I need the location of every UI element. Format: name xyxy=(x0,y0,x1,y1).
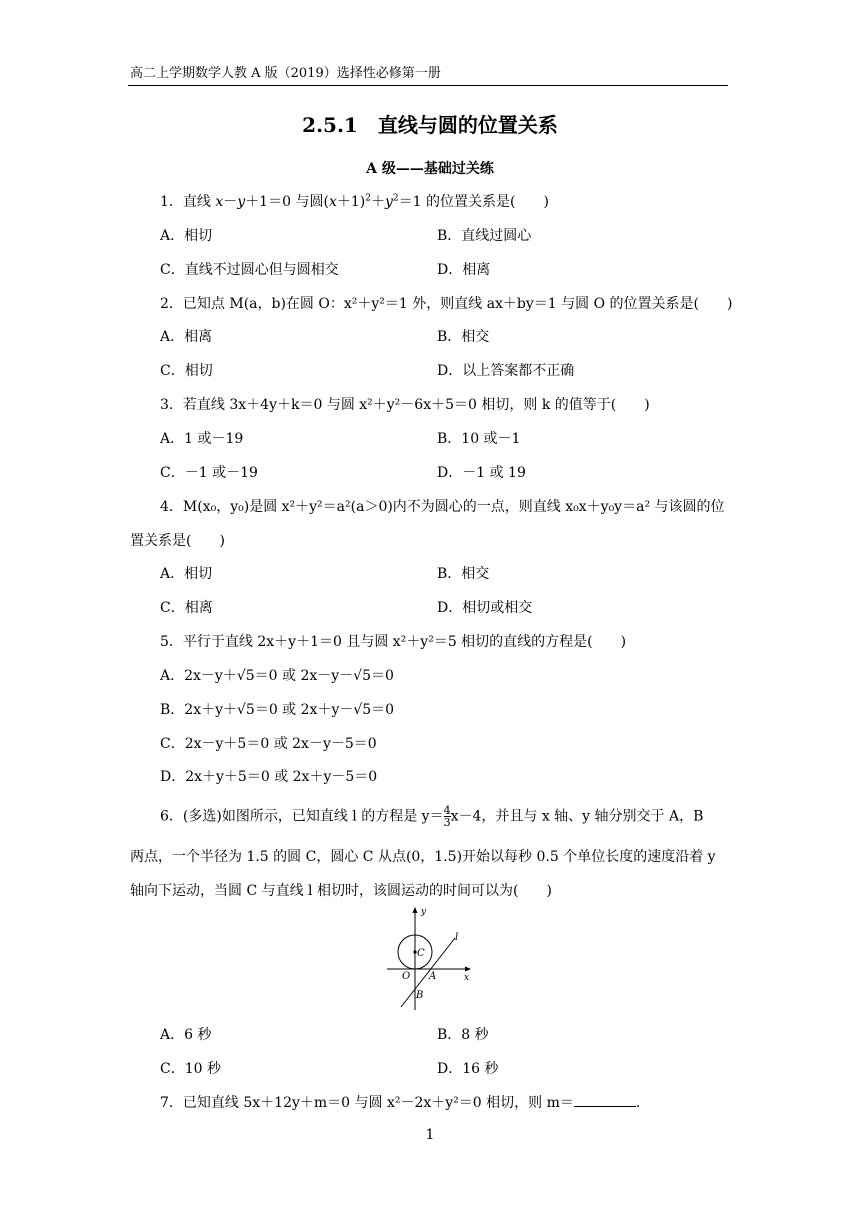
fraction-four-thirds: $\frac{4}{3}$ xyxy=(443,804,451,829)
question-4-option-b[interactable]: B．相交 xyxy=(437,566,490,582)
question-6-option-d[interactable]: D．16 秒 xyxy=(437,1061,499,1077)
question-4-option-c[interactable]: C．相离 xyxy=(160,600,213,616)
question-2-option-c[interactable]: C．相切 xyxy=(160,363,213,379)
question-7-stem: 7．已知直线 5x＋12y＋m＝0 与圆 x²－2x＋y²＝0 相切，则 m＝ ． xyxy=(160,1095,650,1111)
question-6-stem-line1: 6．(多选)如图所示，已知直线 l 的方程是 y＝ $\frac{4}{3}$ x－4，并且与 x 轴、y 轴分别交于 A，B xyxy=(160,804,704,829)
question-1-option-d[interactable]: D．相离 xyxy=(437,262,491,278)
point-b-label: B xyxy=(416,990,424,1001)
x-axis-arrow-icon xyxy=(465,967,471,972)
question-3-option-a[interactable]: A．1 或－19 xyxy=(160,431,244,447)
line-l-label: l xyxy=(455,932,459,943)
point-c-label: C xyxy=(417,948,425,959)
question-4-option-a[interactable]: A．相切 xyxy=(160,566,213,582)
page-header: 高二上学期数学人教 A 版（2019）选择性必修第一册 xyxy=(130,66,441,81)
question-6-option-b[interactable]: B．8 秒 xyxy=(437,1027,489,1043)
question-1-stem: 1．直线 x－y＋1＝0 与圆$(x+1)^2+y^2=1$ 的位置关系是( ) xyxy=(160,193,549,210)
answer-blank[interactable] xyxy=(574,1106,636,1107)
header-rule xyxy=(128,85,728,86)
level-heading: A 级——基础过关练 xyxy=(366,161,494,177)
question-1-option-c[interactable]: C．直线不过圆心但与圆相交 xyxy=(160,262,339,278)
origin-label: O xyxy=(402,971,411,982)
question-3-option-b[interactable]: B．10 或－1 xyxy=(437,431,521,447)
question-4-stem-line1: 4．M(x₀，y₀)是圆 x²＋y²＝a²(a＞0)内不为圆心的一点，则直线 x₀x＋y₀y＝a² 与该圆的位 xyxy=(160,499,725,515)
question-6-figure xyxy=(385,902,475,1012)
point-a-label: A xyxy=(429,971,437,982)
question-3-stem: 3．若直线 3x＋4y＋k＝0 与圆 x²＋y²－6x＋5＝0 相切，则 k 的值等于( ) xyxy=(160,397,650,413)
question-5-option-b[interactable]: B．2x＋y＋√5＝0 或 2x＋y－√5＝0 xyxy=(160,702,395,718)
question-6-stem-line2: 两点，一个半径为 1.5 的圆 C，圆心 C 从点(0，1.5)开始以每秒 0.5 个单位长度的速度沿着 y xyxy=(130,849,716,865)
y-axis-label: y xyxy=(421,907,427,917)
question-5-option-d[interactable]: D．2x＋y＋5＝0 或 2x＋y－5＝0 xyxy=(160,769,378,785)
question-2-option-a[interactable]: A．相离 xyxy=(160,329,213,345)
question-4-option-d[interactable]: D．相切或相交 xyxy=(437,600,533,616)
question-6-stem-line3: 轴向下运动，当圆 C 与直线 l 相切时，该圆运动的时间可以为( ) xyxy=(130,883,552,899)
y-axis-arrow-icon xyxy=(413,907,418,913)
question-5-option-a[interactable]: A．2x－y＋√5＝0 或 2x－y－√5＝0 xyxy=(160,668,394,684)
question-2-option-b[interactable]: B．相交 xyxy=(437,329,490,345)
question-1-option-a[interactable]: A．相切 xyxy=(160,228,213,244)
question-2-option-d[interactable]: D．以上答案都不正确 xyxy=(437,363,575,379)
question-4-stem-line2: 置关系是( ) xyxy=(130,533,225,549)
question-1-option-b[interactable]: B．直线过圆心 xyxy=(437,228,532,244)
page-number: 1 xyxy=(425,1127,435,1143)
question-3-option-c[interactable]: C．－1 或－19 xyxy=(160,465,258,481)
question-3-option-d[interactable]: D．－1 或 19 xyxy=(437,465,526,481)
question-6-option-a[interactable]: A．6 秒 xyxy=(160,1027,212,1043)
question-6-option-c[interactable]: C．10 秒 xyxy=(160,1061,221,1077)
question-5-stem: 5．平行于直线 2x＋y＋1＝0 且与圆 x²＋y²＝5 相切的直线的方程是( ) xyxy=(160,634,627,650)
question-2-stem: 2．已知点 M(a，b)在圆 O：x²＋y²＝1 外，则直线 ax＋by＝1 与圆 O 的位置关系是( ) xyxy=(160,296,733,312)
question-5-option-c[interactable]: C．2x－y＋5＝0 或 2x－y－5＝0 xyxy=(160,736,377,752)
x-axis-label: x xyxy=(464,973,470,983)
section-title: 2.5.1 直线与圆的位置关系 xyxy=(302,113,558,137)
